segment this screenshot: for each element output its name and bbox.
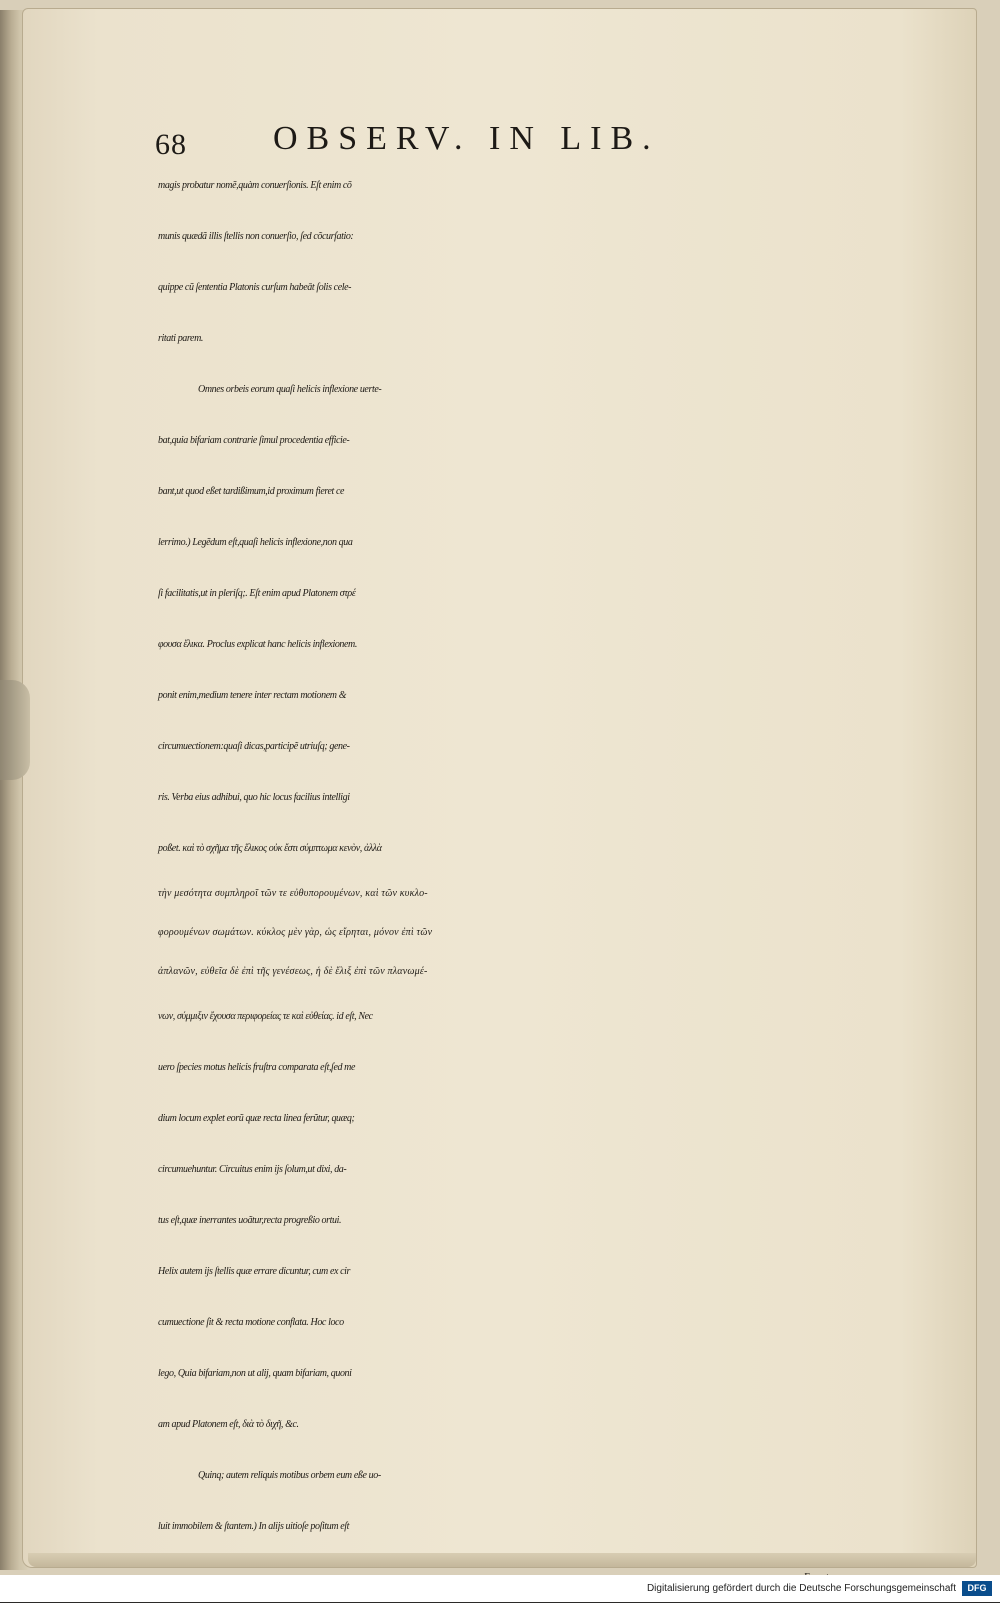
text-line: uero ſpecies motus helicis fruſtra comparata eſt,ſed me: [158, 1062, 356, 1073]
dfg-logo: DFG: [962, 1581, 992, 1596]
text-line: circumuehuntur. Circuitus enim ijs ſolum,ut dixi, da-: [158, 1164, 347, 1175]
text-line: luit immobilem & ſtantem.) In alijs uitioſe poſitum eſt: [158, 1521, 350, 1532]
text-line: am apud Platonem eſt, διὰ τὸ διχῆ, &c.: [158, 1419, 299, 1430]
text-line: Helix autem ijs ſtellis quæ errare dicuntur, cum ex cir: [158, 1266, 351, 1277]
digitization-credit: Digitalisierung gefördert durch die Deutsche Forschungsgemeinschaft: [646, 1583, 956, 1594]
text-line: ritati parem.: [158, 333, 203, 344]
text-line: magis probatur nomẽ,quàm conuerſionis. Eſt enim cõ: [158, 180, 352, 191]
text-line: lego, Quia bifariam,non ut alij, quam bifariam, quoni: [158, 1368, 352, 1379]
text-line: quippe cũ ſententia Platonis curſum habeāt ſolis cele-: [158, 282, 352, 293]
text-line: cumuectione ſit & recta motione conflata. Hoc loco: [158, 1317, 344, 1328]
greek-line: τὴν μεσότητα συμπληροῖ τῶν τε εὐθυπορουμένων, καὶ τῶν κυκλο-: [158, 888, 428, 899]
text-line: ponit enim,medium tenere inter rectam motionem &: [158, 690, 347, 701]
text-line: ris. Verba eius adhibui, quo hic locus facilius intelligi: [158, 792, 350, 803]
text-line: dium locum explet eorũ quæ recta linea ferũtur, quæq;: [158, 1113, 355, 1124]
text-line: tus eſt,quæ inerrantes uoãtur,recta progreßio ortui.: [158, 1215, 342, 1226]
text-line: νων, σύμμιξιν ἔχουσα περιφορείας τε καὶ εὐθείας. id eſt, Nec: [158, 1011, 373, 1022]
text-line: munis quædã illis ſtellis non conuerſio, ſed cõcurſatio:: [158, 231, 354, 242]
text-line: Omnes orbeis eorum quaſi helicis inflexione uerte-: [198, 384, 382, 395]
text-line: ſi facilitatis,ut in pleriſq;. Eſt enim apud Platonem στρέ: [158, 588, 356, 599]
text-line: φουσα ἕλικα. Proclus explicat hanc helicis inflexionem.: [158, 639, 357, 650]
text-line: bat,quia bifariam contrarie ſimul procedentia efficie-: [158, 435, 350, 446]
page-tab-marker: [0, 680, 30, 780]
greek-line: φορουμένων σωμάτων. κύκλος μὲν γὰρ, ὡς εἴρηται, μόνον ἐπὶ τῶν: [158, 927, 433, 938]
text-line: circumuectionem:quaſi dicas,participẽ utriuſq; gene-: [158, 741, 350, 752]
text-line: bant,ut quod eßet tardißimum,id proximum fieret ce: [158, 486, 345, 497]
text-block: [158, 160, 848, 1603]
text-line: poßet. καὶ τὸ σχῆμα τῆς ἕλικος οὐκ ἔστι σύμπτωμα κενὸν, ἀλλὰ: [158, 843, 382, 854]
text-line: lerrimo.) Legẽdum eſt,quaſi helicis inflexione,non qua: [158, 537, 353, 548]
text-line: Quinq; autem reliquis motibus orbem eum eße uo-: [198, 1470, 381, 1481]
page-number: 68: [155, 128, 187, 161]
running-head: OBSERV. IN LIB.: [273, 120, 660, 157]
greek-line: ἀπλανῶν, εὐθεῖα δὲ ἐπὶ τῆς γενέσεως, ἡ δὲ ἕλιξ ἐπὶ τῶν πλανωμέ-: [158, 966, 428, 977]
